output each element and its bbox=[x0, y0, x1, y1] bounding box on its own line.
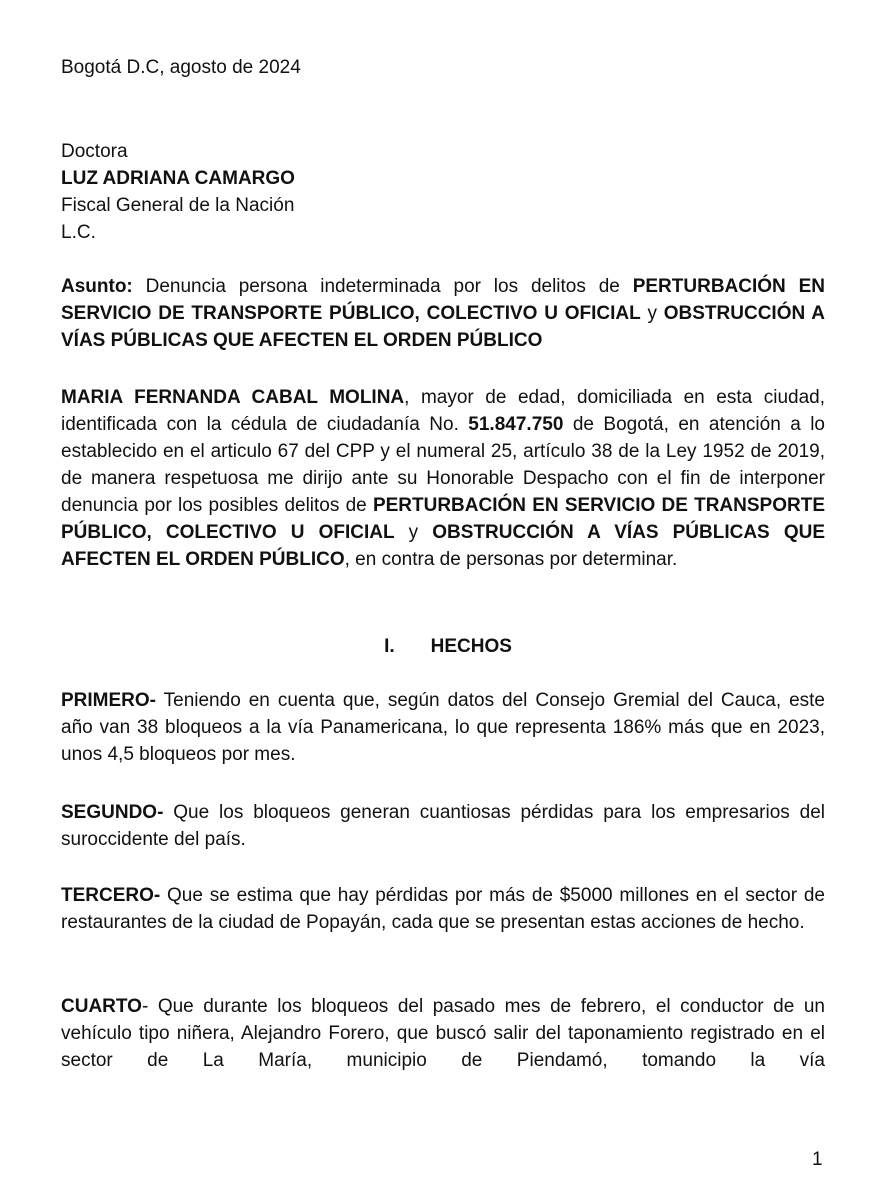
addressee-position: Fiscal General de la Nación bbox=[61, 195, 295, 216]
addressee-city: L.C. bbox=[61, 222, 96, 243]
fact-paragraph: PRIMERO- Teniendo en cuenta que, según datos del Consejo Gremial del Cauca, este año van 38 bloqueos a la vía Panamericana, lo que representa 186% más que en 2023, unos 4,5 bloqueos por mes. bbox=[61, 690, 825, 765]
fact-paragraph: TERCERO- Que se estima que hay pérdidas por más de $5000 millones en el sector de restaurantes de la ciudad de Popayán, cada que se presentan estas acciones de hecho. bbox=[61, 885, 825, 933]
page-number: 1 bbox=[812, 1149, 823, 1170]
subject-paragraph: Asunto: Denuncia persona indeterminada por los delitos de PERTURBACIÓN EN SERVICIO DE TRANSPORTE PÚBLICO, COLECTIVO U OFICIAL y OBSTRUCCIÓN A VÍAS PÚBLICAS QUE AFECTEN EL ORDEN PÚBLICO bbox=[61, 276, 826, 351]
fact-label: PRIMERO- bbox=[61, 690, 156, 711]
intro-paragraph: MARIA FERNANDA CABAL MOLINA, mayor de edad, domiciliada en esta ciudad, identificada con la cédula de ciudadanía No. 51.847.750 de Bogotá, en atención a lo establecido en el articulo 67 del CPP y el numeral 25, artículo 38 de la Ley 1952 de 2019, de manera respetuosa me dirijo ante su Honorable Despacho con el fin de interponer denuncia por los posibles delitos de PERTURBACIÓN EN SERVICIO DE TRANSPORTE PÚBLICO, COLECTIVO U OFICIAL y OBSTRUCCIÓN A VÍAS PÚBLICAS QUE AFECTEN EL ORDEN PÚBLICO, en contra de personas por determinar. bbox=[61, 387, 825, 570]
complainant-name: MARIA FERNANDA CABAL MOLINA bbox=[61, 387, 405, 408]
fact-paragraph: SEGUNDO- Que los bloqueos generan cuantiosas pérdidas para los empresarios del suroccidente del país. bbox=[61, 802, 825, 850]
addressee-salutation: Doctora bbox=[61, 141, 128, 162]
id-number: 51.847.750 bbox=[468, 414, 564, 435]
fact-label: CUARTO bbox=[61, 996, 142, 1017]
section-number: I. bbox=[384, 636, 395, 657]
subject-label: Asunto: bbox=[61, 276, 133, 297]
fact-label: TERCERO- bbox=[61, 885, 161, 906]
section-title: HECHOS bbox=[430, 636, 512, 657]
place-date: Bogotá D.C, agosto de 2024 bbox=[61, 57, 301, 78]
addressee bbox=[61, 138, 825, 246]
fact-paragraph: CUARTO- Que durante los bloqueos del pasado mes de febrero, el conductor de un vehículo tipo niñera, Alejandro Forero, que buscó salir del taponamiento registrado en el sector de La María, municipio de Piendamó, tomando la vía bbox=[61, 996, 825, 1071]
section-heading bbox=[0, 633, 896, 660]
fact-label: SEGUNDO- bbox=[61, 802, 164, 823]
addressee-name: LUZ ADRIANA CAMARGO bbox=[61, 168, 295, 189]
